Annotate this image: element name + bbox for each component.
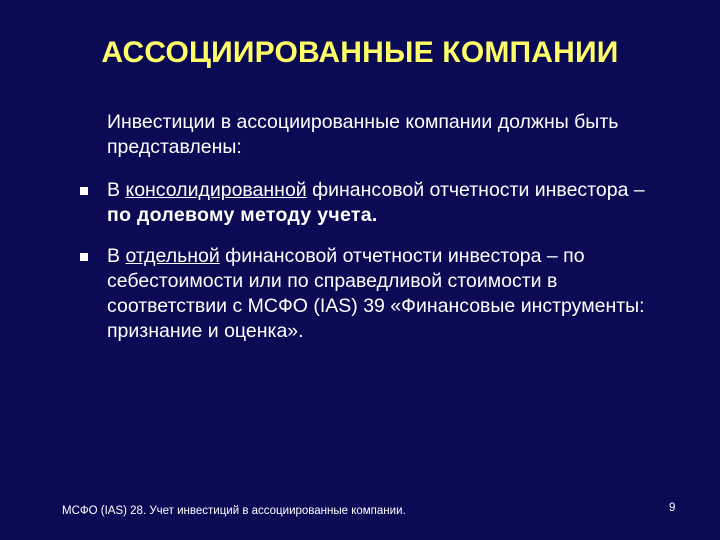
bullet-body: финансовой отчетности инвестора –: [306, 179, 645, 201]
bullet-item-consolidated: [80, 178, 670, 228]
bullet-body: финансовой отчетности инвестора – по себестоимости или по справедливой стоимости в соответствии с МСФО (IAS) 39 «Финансовые инструменты: признание и оценка».: [107, 245, 645, 342]
slide-title: АССОЦИИРОВАННЫЕ КОМПАНИИ: [101, 36, 619, 69]
bullet-text: [107, 178, 670, 228]
square-bullet-icon: [80, 253, 88, 261]
underlined-term: отдельной: [125, 245, 220, 267]
bullet-item-separate: [80, 244, 670, 344]
emphasized-method: по долевому методу учета.: [107, 204, 378, 226]
intro-text: Инвестиции в ассоциированные компании должны быть представлены:: [107, 111, 619, 158]
bullet-text: [107, 244, 670, 344]
underlined-term: консолидированной: [125, 179, 307, 201]
bullet-prefix: В: [107, 179, 126, 201]
page-number: 9: [669, 502, 676, 514]
square-bullet-icon: [80, 187, 88, 195]
footer-source: МСФО (IAS) 28. Учет инвестиций в ассоциированные компании.: [62, 505, 406, 517]
bullet-prefix: В: [107, 245, 126, 267]
